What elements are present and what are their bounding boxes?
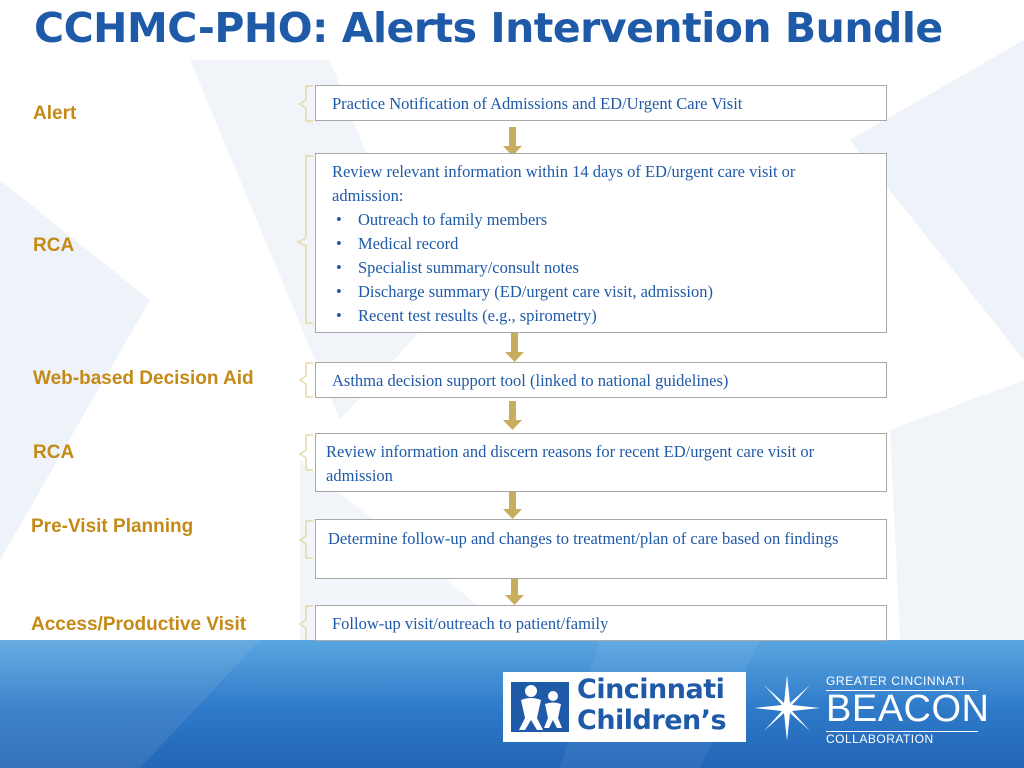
step-label-access: Access/Productive Visit — [31, 614, 247, 635]
list-item: • Discharge summary (ED/urgent care visit, admission) — [332, 280, 870, 304]
step-label-rca-2: RCA — [33, 442, 75, 463]
page-title: CCHMC-PHO: Alerts Intervention Bundle — [34, 4, 943, 52]
step-box-text: Practice Notification of Admissions and ED/Urgent Care Visit — [332, 94, 743, 113]
step-box-text: Review relevant information within 14 days of ED/urgent care visit or admission: — [332, 162, 796, 205]
step-label-decision-aid: Web-based Decision Aid — [33, 368, 254, 389]
beacon-text-line1: GREATER CINCINNATI — [826, 674, 966, 688]
step-box-text: Asthma decision support tool (linked to national guidelines) — [332, 371, 729, 390]
list-item: • Outreach to family members — [332, 208, 870, 232]
star-burst-icon — [752, 673, 822, 743]
step-box-decision-aid — [315, 362, 887, 398]
logo-text-line2: Children’s — [577, 705, 727, 736]
step-box-rca-2 — [315, 433, 887, 492]
bullet-icon: • — [336, 258, 342, 277]
list-item: • Specialist summary/consult notes — [332, 256, 870, 280]
step-box-text: Determine follow-up and changes to treatment/plan of care based on findings — [328, 529, 839, 548]
bullet-icon: • — [336, 306, 342, 325]
step-label-pre-visit: Pre-Visit Planning — [31, 516, 194, 537]
list-item: • Medical record — [332, 232, 870, 256]
logo-text-line1: Cincinnati — [577, 674, 725, 705]
bullet-icon: • — [336, 282, 342, 301]
beacon-text-line3: COLLABORATION — [826, 732, 934, 746]
step-box-access — [315, 605, 887, 641]
step-box-text: Follow-up visit/outreach to patient/family — [332, 614, 609, 633]
cincinnati-childrens-logo — [503, 672, 746, 742]
step-box-rca — [315, 153, 887, 333]
step-label-alert: Alert — [33, 103, 77, 124]
step-box-pre-visit — [315, 519, 887, 579]
bullet-icon: • — [336, 234, 342, 253]
children-figures-icon — [507, 674, 573, 740]
step-box-text: Review information and discern reasons for recent ED/urgent care visit or admission — [326, 442, 815, 485]
beacon-collaboration-logo — [752, 665, 1012, 755]
bullet-icon: • — [336, 210, 342, 229]
list-item: • Recent test results (e.g., spirometry) — [332, 304, 870, 328]
rca-bullet-list — [332, 208, 870, 328]
beacon-text-line2: BEACON — [826, 688, 990, 730]
step-box-alert — [315, 85, 887, 121]
step-label-rca: RCA — [33, 235, 75, 256]
